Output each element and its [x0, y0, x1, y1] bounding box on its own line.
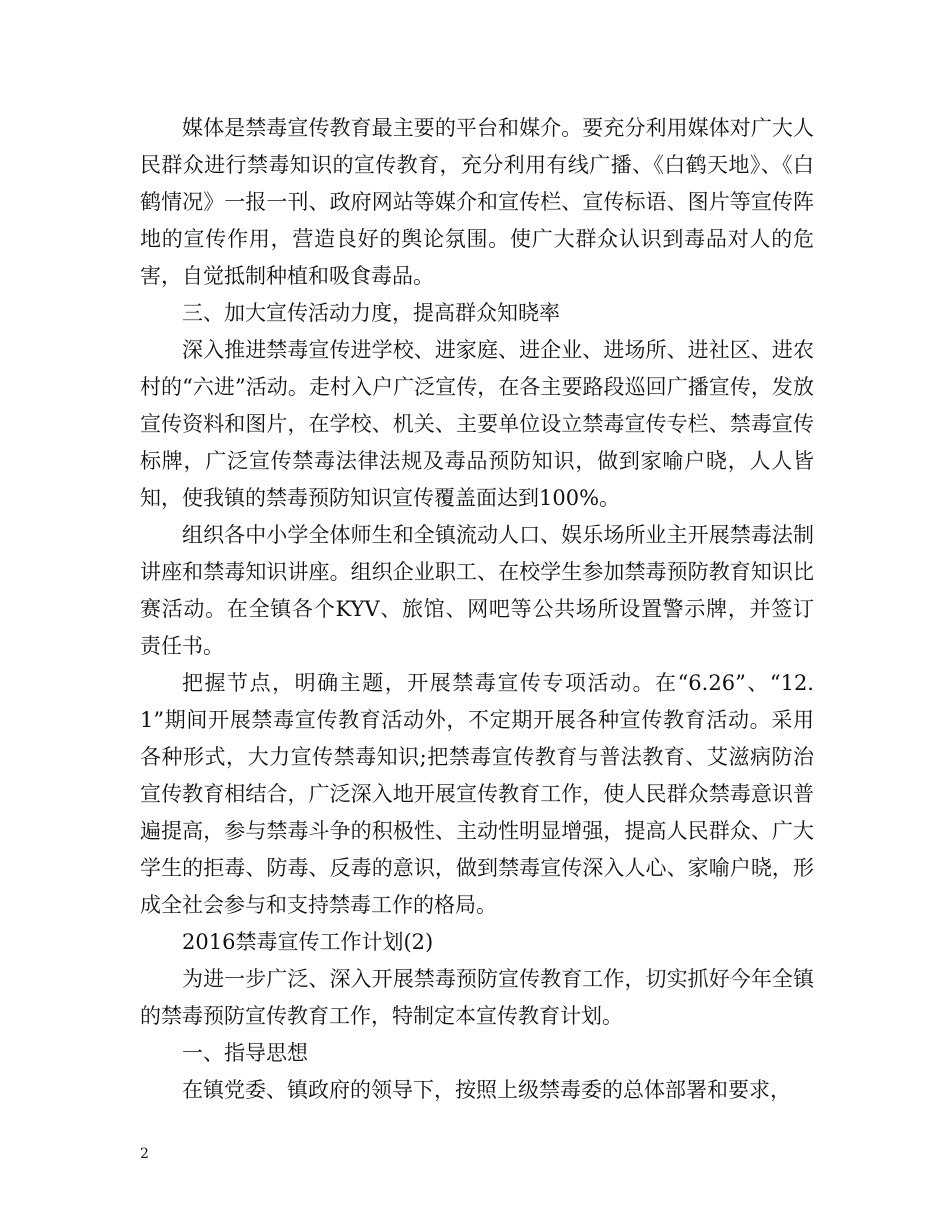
paragraph-media: 媒体是禁毒宣传教育最主要的平台和媒介。要充分利用媒体对广大人民群众进行禁毒知识的宣传教育，充分利用有线广播、《白鹤天地》、《白鹤情况》一报一刊、政府网站等媒介和宣传栏、宣传标语、图片等宣传阵地的宣传作用，营造良好的舆论氛围。使广大群众认识到毒品对人的危害，自觉抵制种植和吸食毒品。 [140, 116, 814, 288]
paragraph-six-entries: 深入推进禁毒宣传进学校、进家庭、进企业、进场所、进社区、进农村的“六进”活动。走村入户广泛宣传，在各主要路段巡回广播宣传，发放宣传资料和图片，在学校、机关、主要单位设立禁毒宣传专栏、禁毒宣传标牌，广泛宣传禁毒法律法规及毒品预防知识，做到家喻户晓，人人皆知，使我镇的禁毒预防知识宣传覆盖面达到100%。 [140, 338, 814, 510]
paragraph-lectures: 组织各中小学全体师生和全镇流动人口、娱乐场所业主开展禁毒法制讲座和禁毒知识讲座。组织企业职工、在校学生参加禁毒预防教育知识比赛活动。在全镇各个KYV、旅馆、网吧等公共场所设置警示牌，并签订责任书。 [140, 523, 814, 658]
document-body [140, 110, 814, 1109]
heading-section-three: 三、加大宣传活动力度，提高群众知晓率 [182, 301, 560, 325]
page-number: 2 [140, 1146, 149, 1162]
heading-plan-title: 2016禁毒宣传工作计划(2) [182, 930, 434, 954]
paragraph-leadership: 在镇党委、镇政府的领导下，按照上级禁毒委的总体部署和要求， [182, 1078, 791, 1102]
heading-guiding-ideology: 一、指导思想 [182, 1041, 308, 1065]
paragraph-special-activities: 把握节点，明确主题，开展禁毒宣传专项活动。在“6.26”、“12.1”期间开展禁毒宣传教育活动外，不定期开展各种宣传教育活动。采用各种形式，大力宣传禁毒知识;把禁毒宣传教育与普法教育、艾滋病防治宣传教育相结合，广泛深入地开展宣传教育工作，使人民群众禁毒意识普遍提高，参与禁毒斗争的积极性、主动性明显增强，提高人民群众、广大学生的拒毒、防毒、反毒的意识，做到禁毒宣传深入人心、家喻户晓，形成全社会参与和支持禁毒工作的格局。 [140, 671, 814, 917]
paragraph-plan-intro: 为进一步广泛、深入开展禁毒预防宣传教育工作，切实抓好今年全镇的禁毒预防宣传教育工作，特制定本宣传教育计划。 [140, 967, 814, 1028]
